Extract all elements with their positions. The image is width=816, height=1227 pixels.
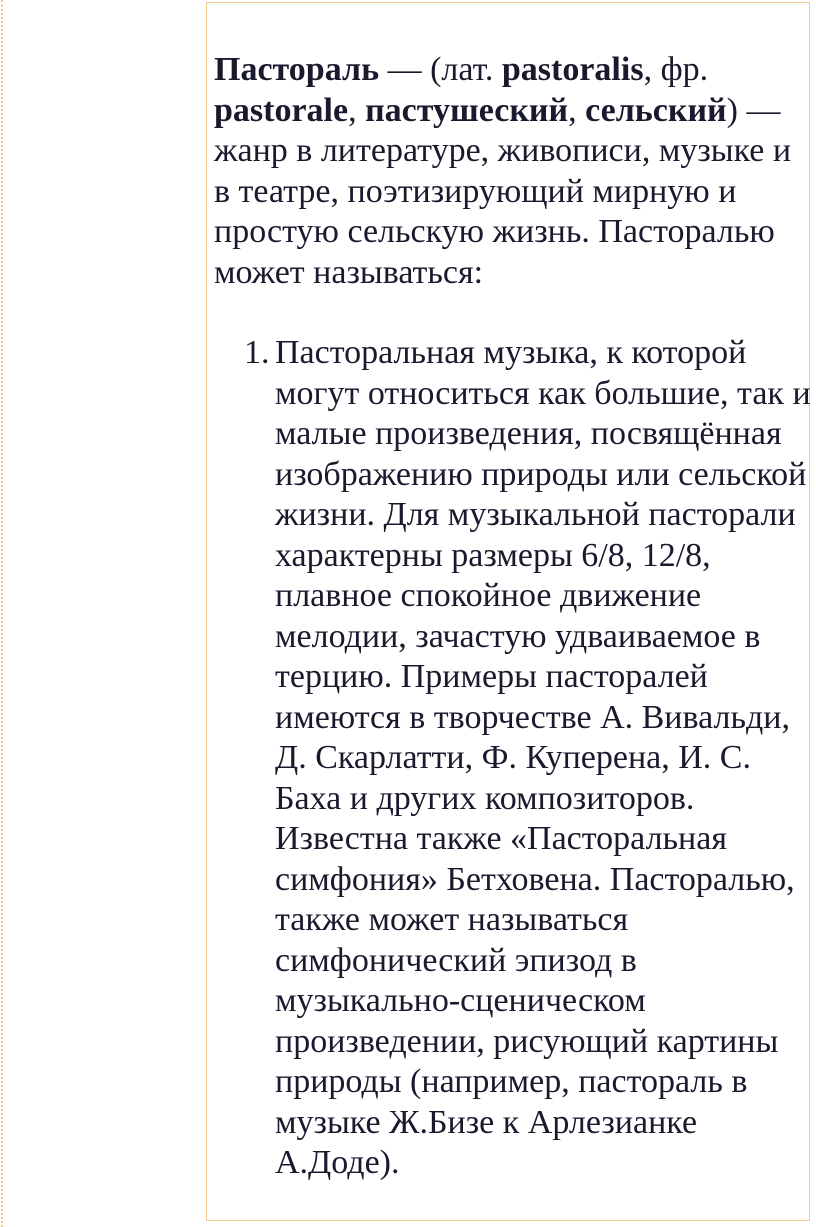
- ru-word-rural: сельский: [585, 91, 727, 129]
- lat-abbr: лат.: [441, 51, 502, 88]
- term-heading: Пастораль: [214, 51, 380, 88]
- separator: ,: [348, 91, 366, 129]
- left-dotted-border: [1, 0, 3, 1227]
- separator: ,: [643, 51, 661, 88]
- dash-open: — (: [379, 51, 442, 88]
- fr-abbr: фр.: [660, 51, 709, 88]
- ru-word-shepherd: пастушеский: [365, 91, 569, 129]
- definition-list: [214, 333, 814, 1184]
- list-item: [214, 333, 814, 1184]
- separator: ,: [568, 91, 586, 129]
- close-paren: ): [726, 91, 738, 129]
- lat-word: pastoralis: [501, 51, 644, 88]
- definition-text: — жанр в литературе, живописи, музыке и в театре, поэтизирующий мирную и простую сельскую жизнь. Пасторалью может называться:: [214, 91, 792, 291]
- document-content: [214, 50, 814, 1184]
- intro-paragraph: [214, 50, 814, 293]
- list-item-number: 1.: [244, 334, 270, 371]
- list-item-text: Пасторальная музыка, к которой могут относиться как большие, так и малые произведения, посвящённая изображению природы или сельской жизни. Для музыкальной пасторали характерны размеры 6/8, 12/8, плавное спокойное движение мелодии, зачастую удваиваемое в терцию. Примеры пасторалей имеются в творчестве А. Вивальди, Д. Скарлатти, Ф. Куперена, И. С. Баха и других композиторов. Известна также «Пасторальная симфония» Бетховена. Пасторалью, также может называться симфонический эпизод в музыкально-сценическом произведении, рисующий картины природы (например, пастораль в музыке Ж.Бизе к Арлезианке А.Доде).: [275, 334, 811, 1181]
- fr-word: pastorale: [214, 91, 349, 129]
